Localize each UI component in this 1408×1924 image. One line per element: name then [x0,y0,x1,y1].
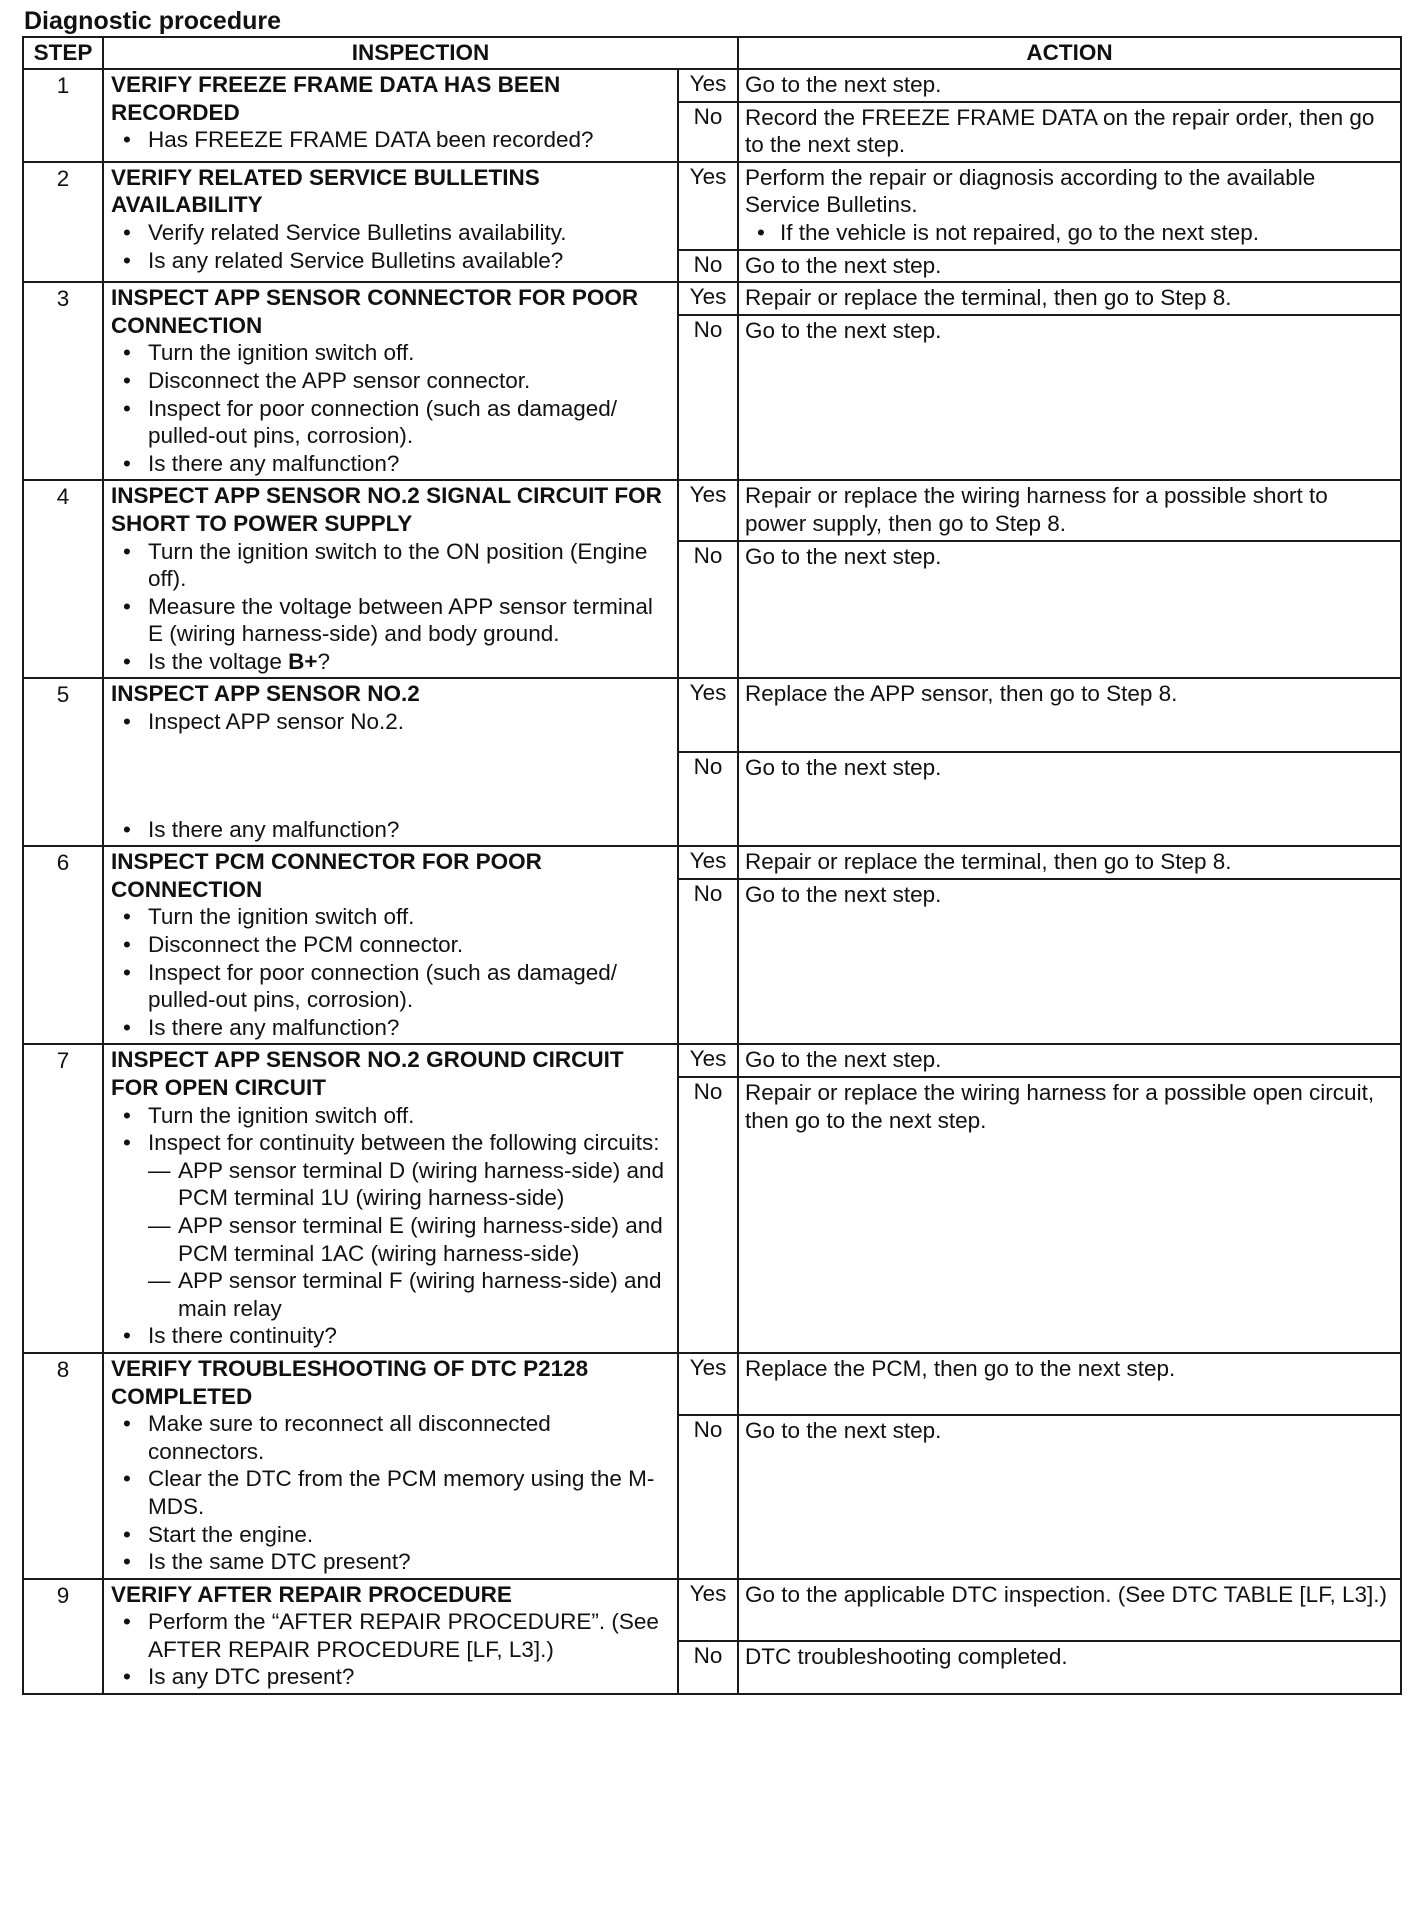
table-row [23,480,1401,540]
inspection-item: • Is there continuity? [111,1322,671,1350]
inspection-item: • Turn the ignition switch off. [111,339,671,367]
yes-label: Yes [678,282,738,315]
inspection-item: • Is the same DTC present? [111,1548,671,1576]
inspection-list [111,126,671,154]
yes-action: Go to the applicable DTC inspection. (See DTC TABLE [LF, L3].) [738,1579,1401,1641]
yes-label: Yes [678,162,738,250]
inspection-title: INSPECT APP SENSOR CONNECTOR FOR POOR CONNECTION [111,285,639,338]
inspection-item: • Inspect for poor connection (such as damaged/ pulled-out pins, corrosion). [111,395,671,450]
inspection-list [111,1102,671,1350]
inspection-item: • Inspect for poor connection (such as damaged/ pulled-out pins, corrosion). [111,959,671,1014]
header-step: STEP [23,37,103,69]
inspection-item: • Turn the ignition switch off. [111,1102,671,1130]
inspection-item: • Is there any malfunction? [111,816,671,844]
inspection-item: • Inspect APP sensor No.2. [111,708,671,736]
inspection-cell [103,1579,678,1694]
inspection-list [111,538,671,676]
no-action: Repair or replace the wiring harness for a possible open circuit, then go to the next step. [738,1077,1401,1353]
no-label: No [678,1641,738,1694]
no-action: Record the FREEZE FRAME DATA on the repair order, then go to the next step. [738,102,1401,162]
inspection-cell [103,846,678,1044]
inspection-title: VERIFY AFTER REPAIR PROCEDURE [111,1581,512,1607]
no-action: Go to the next step. [738,1415,1401,1579]
yes-label: Yes [678,1044,738,1077]
header-row [23,37,1401,69]
step-number: 1 [23,69,103,162]
circuit-item: — APP sensor terminal D (wiring harness-side) and PCM terminal 1U (wiring harness-side) [148,1157,671,1212]
inspection-list [111,1608,671,1691]
inspection-list [111,219,671,274]
inspection-item: • Start the engine. [111,1521,671,1549]
yes-action: Replace the APP sensor, then go to Step 8. [738,678,1401,752]
inspection-title: INSPECT PCM CONNECTOR FOR POOR CONNECTION [111,849,542,902]
section-title: Diagnostic procedure [24,7,281,35]
table-row [23,846,1401,879]
step-number: 7 [23,1044,103,1353]
inspection-title: VERIFY FREEZE FRAME DATA HAS BEEN RECORDED [111,72,561,125]
item-text: ? [317,648,330,674]
yes-action [738,162,1401,250]
yes-label: Yes [678,69,738,102]
inspection-title: INSPECT APP SENSOR NO.2 [111,681,420,707]
yes-action: Repair or replace the terminal, then go to Step 8. [738,846,1401,879]
inspection-list [111,339,671,477]
yes-action: Go to the next step. [738,1044,1401,1077]
header-inspection: INSPECTION [103,37,738,69]
inspection-item: • Is any related Service Bulletins available? [111,247,671,275]
step-number: 5 [23,678,103,846]
inspection-title: VERIFY RELATED SERVICE BULLETINS AVAILABILITY [111,164,540,218]
yes-label: Yes [678,1579,738,1641]
no-action: Go to the next step. [738,315,1401,481]
step-number: 3 [23,282,103,480]
no-label: No [678,315,738,481]
inspection-title: VERIFY TROUBLESHOOTING OF DTC P2128 COMPLETED [111,1355,589,1409]
inspection-cell [103,162,678,282]
yes-action: Go to the next step. [738,69,1401,102]
inspection-cell [103,480,678,678]
yes-label: Yes [678,480,738,540]
inspection-item: • Measure the voltage between APP sensor terminal E (wiring harness-side) and body ground. [111,593,671,648]
inspection-list [111,903,671,1041]
inspection-cell [103,282,678,480]
inspection-item: • Verify related Service Bulletins availability. [111,219,671,247]
inspection-item: • Make sure to reconnect all disconnected connectors. [111,1410,671,1465]
inspection-item: • Turn the ignition switch off. [111,903,671,931]
no-action: Go to the next step. [738,250,1401,283]
inspection-item: • Perform the “AFTER REPAIR PROCEDURE”. (See AFTER REPAIR PROCEDURE [LF, L3].) [111,1608,671,1663]
no-label: No [678,1415,738,1579]
inspection-item [111,1129,671,1322]
header-action: ACTION [738,37,1401,69]
no-action: Go to the next step. [738,752,1401,846]
inspection-list [111,1410,671,1576]
inspection-item: • Is there any malfunction? [111,1014,671,1042]
no-label: No [678,752,738,846]
yes-label: Yes [678,1353,738,1415]
yes-label: Yes [678,846,738,879]
action-bullet: • If the vehicle is not repaired, go to the next step. [745,219,1394,247]
yes-action: Repair or replace the wiring harness for a possible short to power supply, then go to Step 8. [738,480,1401,540]
item-text: Is the voltage [148,648,289,674]
inspection-item [111,648,671,676]
no-label: No [678,879,738,1045]
inspection-cell [103,678,678,846]
no-action: Go to the next step. [738,541,1401,679]
step-number: 8 [23,1353,103,1579]
yes-label: Yes [678,678,738,752]
yes-action: Repair or replace the terminal, then go to Step 8. [738,282,1401,315]
table-row [23,282,1401,315]
no-label: No [678,102,738,162]
inspection-item: • Clear the DTC from the PCM memory using the M-MDS. [111,1465,671,1520]
inspection-list [111,708,671,843]
table-row [23,1353,1401,1415]
table-row [23,1044,1401,1077]
document [22,6,1404,1695]
inspection-cell [103,1044,678,1353]
table-row [23,162,1401,250]
inspection-title: INSPECT APP SENSOR NO.2 SIGNAL CIRCUIT FOR SHORT TO POWER SUPPLY [111,483,662,536]
inspection-cell [103,1353,678,1579]
circuit-item: — APP sensor terminal F (wiring harness-side) and main relay [148,1267,671,1322]
table-row [23,69,1401,102]
table-row [23,1579,1401,1641]
yes-action: Replace the PCM, then go to the next step. [738,1353,1401,1415]
inspection-item: • Is there any malfunction? [111,450,671,478]
circuit-list [148,1157,671,1323]
circuit-item: — APP sensor terminal E (wiring harness-side) and PCM terminal 1AC (wiring harness-side) [148,1212,671,1267]
action-text: Perform the repair or diagnosis according to the available Service Bulletins. [745,164,1316,218]
no-label: No [678,541,738,679]
inspection-item: • Turn the ignition switch to the ON position (Engine off). [111,538,671,593]
item-text: • Inspect for continuity between the following circuits: [148,1130,660,1156]
step-number: 4 [23,480,103,678]
inspection-item: • Disconnect the PCM connector. [111,931,671,959]
inspection-item: • Disconnect the APP sensor connector. [111,367,671,395]
no-action: Go to the next step. [738,879,1401,1045]
diagnostic-table [22,36,1402,1695]
step-number: 9 [23,1579,103,1694]
inspection-item: • Is any DTC present? [111,1663,671,1691]
voltage-value: B+ [288,648,318,674]
no-action: DTC troubleshooting completed. [738,1641,1401,1694]
step-number: 2 [23,162,103,282]
no-label: No [678,250,738,283]
inspection-cell [103,69,678,162]
inspection-item: • Has FREEZE FRAME DATA been recorded? [111,126,671,154]
step-number: 6 [23,846,103,1044]
table-row [23,678,1401,752]
no-label: No [678,1077,738,1353]
inspection-title: INSPECT APP SENSOR NO.2 GROUND CIRCUIT FOR OPEN CIRCUIT [111,1047,624,1100]
